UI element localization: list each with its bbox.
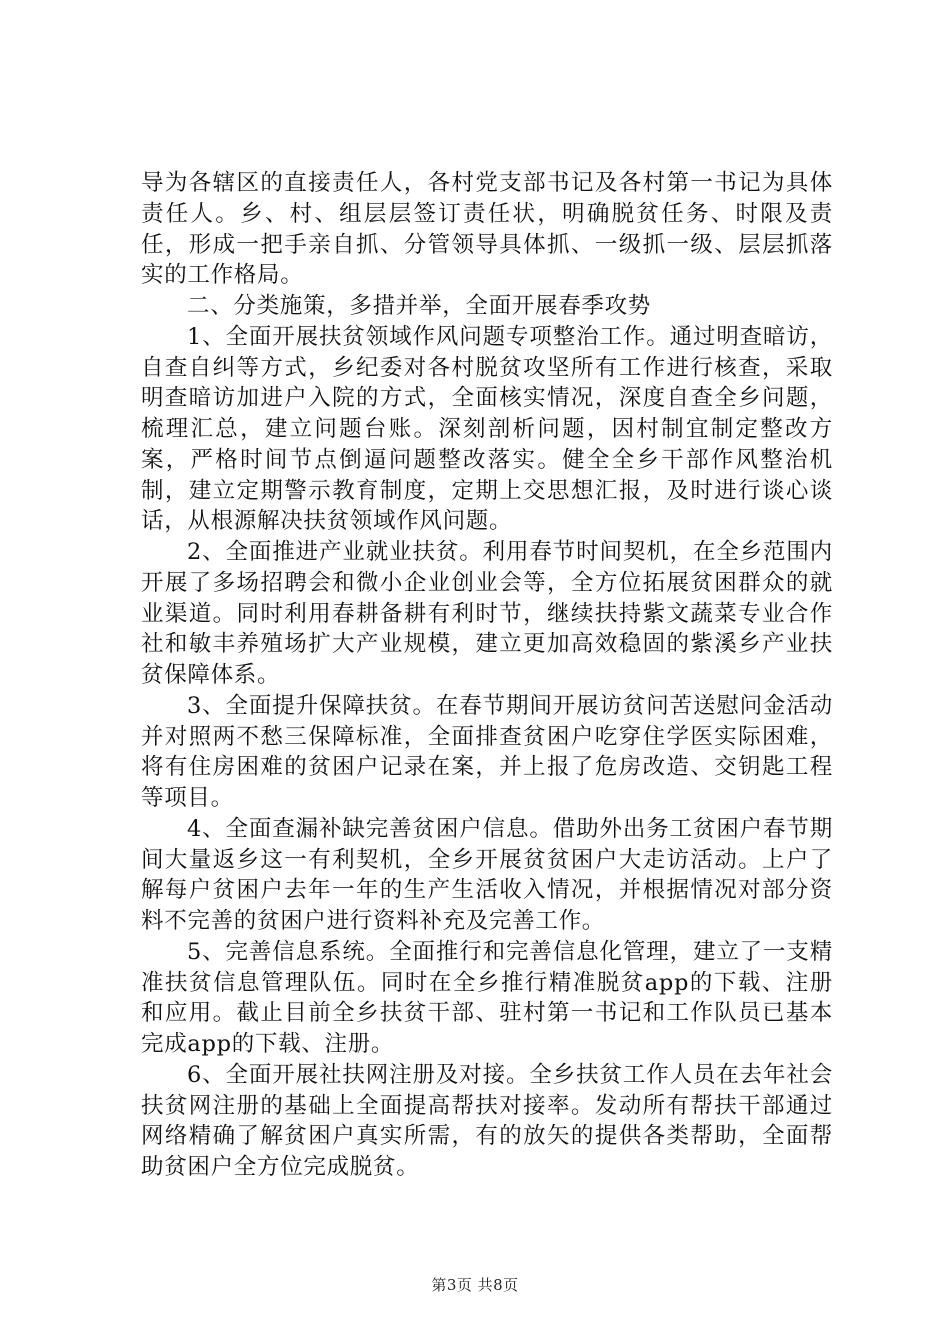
paragraph-item-1: 1、全面开展扶贫领域作风问题专项整治工作。通过明查暗访，自查自纠等方式，乡纪委对各村脱贫攻坚所有工作进行核查，采取明查暗访加进户入院的方式，全面核实情况，深度自查全乡问题，梳理汇总，建立问题台账。深刻剖析问题，因村制宜制定整改方案，严格时间节点倒逼问题整改落实。健全全乡干部作风整治机制，建立定期警示教育制度，定期上交思想汇报，及时进行谈心谈话，从根源解决扶贫领域作风问题。 bbox=[141, 323, 833, 535]
paragraph-item-4: 4、全面查漏补缺完善贫困户信息。借助外出务工贫困户春节期间大量返乡这一有利契机，全乡开展贫贫困户大走访活动。上户了解每户贫困户去年一年的生产生活收入情况，并根据情况对部分资料不完善的贫困户进行资料补充及完善工作。 bbox=[141, 815, 833, 934]
paragraph-item-2: 2、全面推进产业就业扶贫。利用春节时间契机，在全乡范围内开展了多场招聘会和微小企业创业会等，全方位拓展贫困群众的就业渠道。同时利用春耕备耕有利时节，继续扶持紫文蔬菜专业合作社和敏丰养殖场扩大产业规模，建立更加高效稳固的紫溪乡产业扶贫保障体系。 bbox=[141, 539, 833, 688]
section-heading: 二、分类施策，多措并举，全面开展春季攻势 bbox=[187, 293, 652, 319]
paragraph-continued: 导为各辖区的直接责任人，各村党支部书记及各村第一书记为具体责任人。乡、村、组层层签订责任状，明确脱贫任务、时限及责任，形成一把手亲自抓、分管领导具体抓、一级抓一级、层层抓落实的工作格局。 bbox=[141, 170, 833, 289]
page-number-footer: 第3页 共8页 bbox=[431, 1276, 519, 1294]
paragraph-item-6: 6、全面开展社扶网注册及对接。全乡扶贫工作人员在去年社会扶贫网注册的基础上全面提高帮扶对接率。发动所有帮扶干部通过网络精确了解贫困户真实所需，有的放矢的提供各类帮助，全面帮助贫困户全方位完成脱贫。 bbox=[141, 1061, 833, 1180]
paragraph-item-5: 5、完善信息系统。全面推行和完善信息化管理，建立了一支精准扶贫信息管理队伍。同时在全乡推行精准脱贫app的下载、注册和应用。截止目前全乡扶贫干部、驻村第一书记和工作队员已基本完成app的下载、注册。 bbox=[141, 938, 833, 1057]
document-body bbox=[141, 168, 833, 1183]
paragraph-item-3: 3、全面提升保障扶贫。在春节期间开展访贫问苦送慰问金活动并对照两不愁三保障标准，全面排查贫困户吃穿住学医实际困难，将有住房困难的贫困户记录在案，并上报了危房改造、交钥匙工程等项目。 bbox=[141, 692, 833, 811]
